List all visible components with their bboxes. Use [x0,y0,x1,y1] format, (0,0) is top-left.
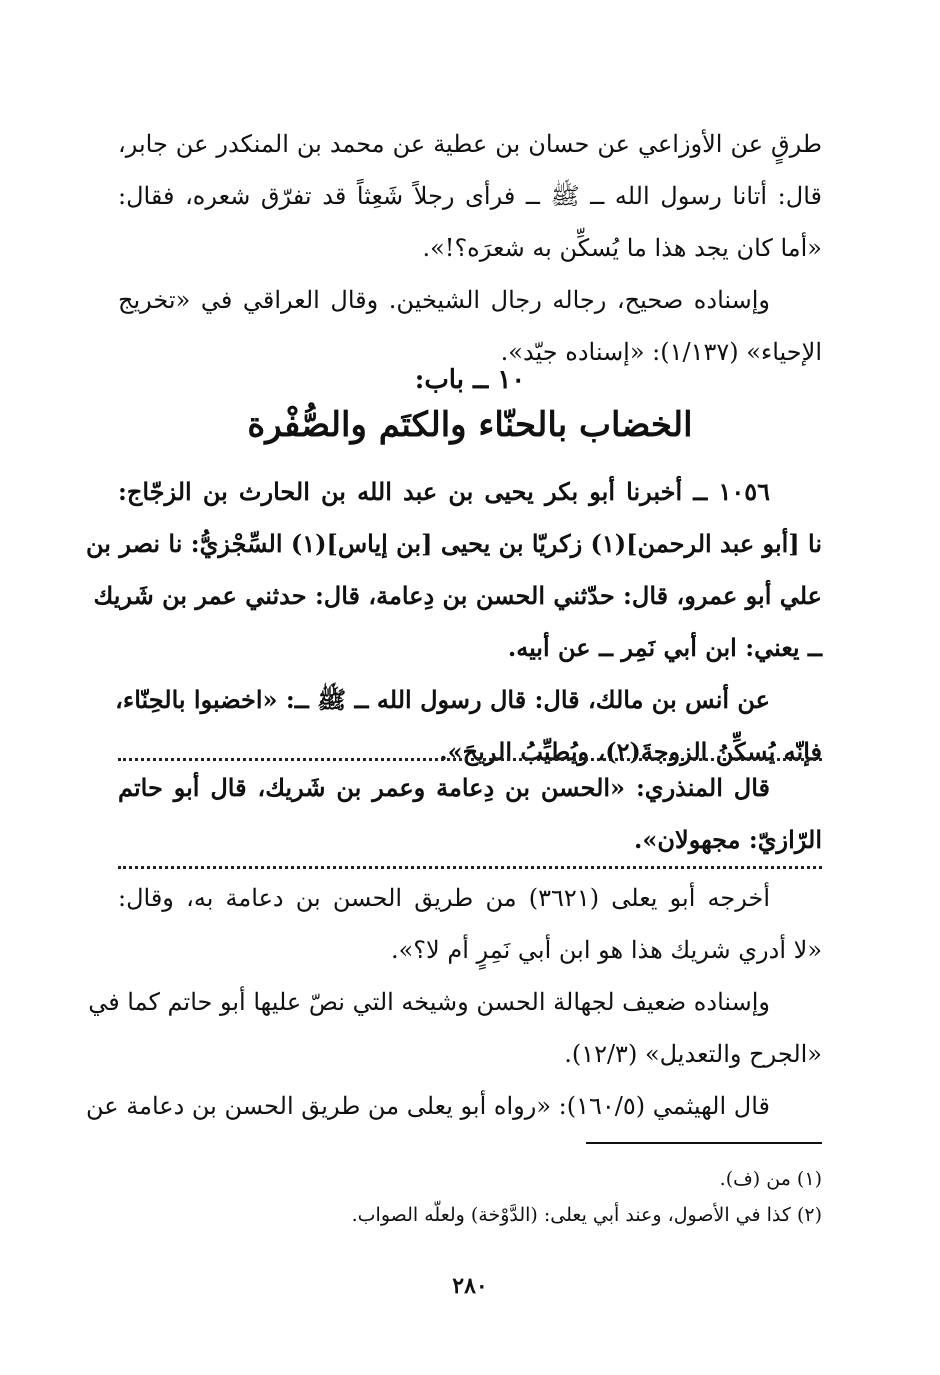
commentary-top [118,118,822,378]
text-line: وإسناده صحيح، رجاله رجال الشيخين. وقال العراقي في «تخريج [118,286,770,314]
text-line: قال الهيثمي (١٦٠/٥): «رواه أبو يعلى من طريق الحسن بن دعامة عن [86,1092,770,1120]
text-line: الرّازيّ: مجهولان». [634,825,822,854]
text-line: أخرجه أبو يعلى (٣٦٢١) من طريق الحسن بن دعامة به، وقال: [118,884,771,912]
text-line: «الجرح والتعديل» (١٢/٣). [564,1040,822,1068]
text-line: ١٠٥٦ ــ أخبرنا أبو بكر يحيى بن عبد الله بن الحارث بن الزجّاج: [118,477,770,506]
text-line: «لا أدري شريك هذا هو ابن أبي نَمِرٍ أم لا؟». [390,936,822,964]
dotted-separator [118,866,822,869]
mundhiri-note [118,762,822,866]
text-line: ــ يعني: ابن أبي نَمِر ــ عن أبيه. [507,633,822,662]
chapter-title: الخضاب بالحنّاء والكتَم والصُّفْرة [247,405,693,445]
chapter-number: ١٠ ــ باب: [414,365,526,395]
footnote-1: (١) من (ف). [719,1168,822,1190]
text-line: وإسناده ضعيف لجهالة الحسن وشيخه التي نصّ عليها أبو حاتم كما في [88,988,770,1016]
footnote-rule [586,1142,822,1144]
text-line: قال: أتانا رسول الله ــ ﷺ ــ فرأى رجلاً شَعِثاً قد تفرّق شعره، فقال: [118,182,822,210]
text-line: قال المنذري: «الحسن بن دِعامة وعمر بن شَريك، قال أبو حاتم [118,773,770,802]
text-line: نا [أبو عبد الرحمن](١) زكريّا بن يحيى [بن إياس](١) السِّجْزيُّ: نا نصر بن [86,529,822,558]
text-line: الإحياء» (١/١٣٧): «إسناده جيّد». [500,338,822,366]
text-line: طرقٍ عن الأوزاعي عن حسان بن عطية عن محمد بن المنكدر عن جابر، [118,130,822,158]
dotted-separator [118,758,822,761]
footnote-2: (٢) كذا في الأصول، وعند أبي يعلى: (الدَّوْخة) ولعلّه الصواب. [351,1204,822,1226]
text-line: علي أبو عمرو، قال: حدّثني الحسن بن دِعامة، قال: حدثني عمر بن شَريك [93,581,822,610]
text-line: «أما كان يجد هذا ما يُسكِّن به شعرَه؟!». [422,234,822,262]
hadith-text [86,466,822,778]
text-line: عن أنس بن مالك، قال: قال رسول الله ــ ﷺ ــ: «اخضبوا بالحِنّاء، [115,685,770,714]
page-number: ٢٨٠ [452,1273,488,1299]
text-line: فإنّه يُسكِّنُ الزوجةَ(٢)، ويُطيِّبُ الريحَ». [439,737,822,766]
commentary-bottom [86,872,822,1132]
